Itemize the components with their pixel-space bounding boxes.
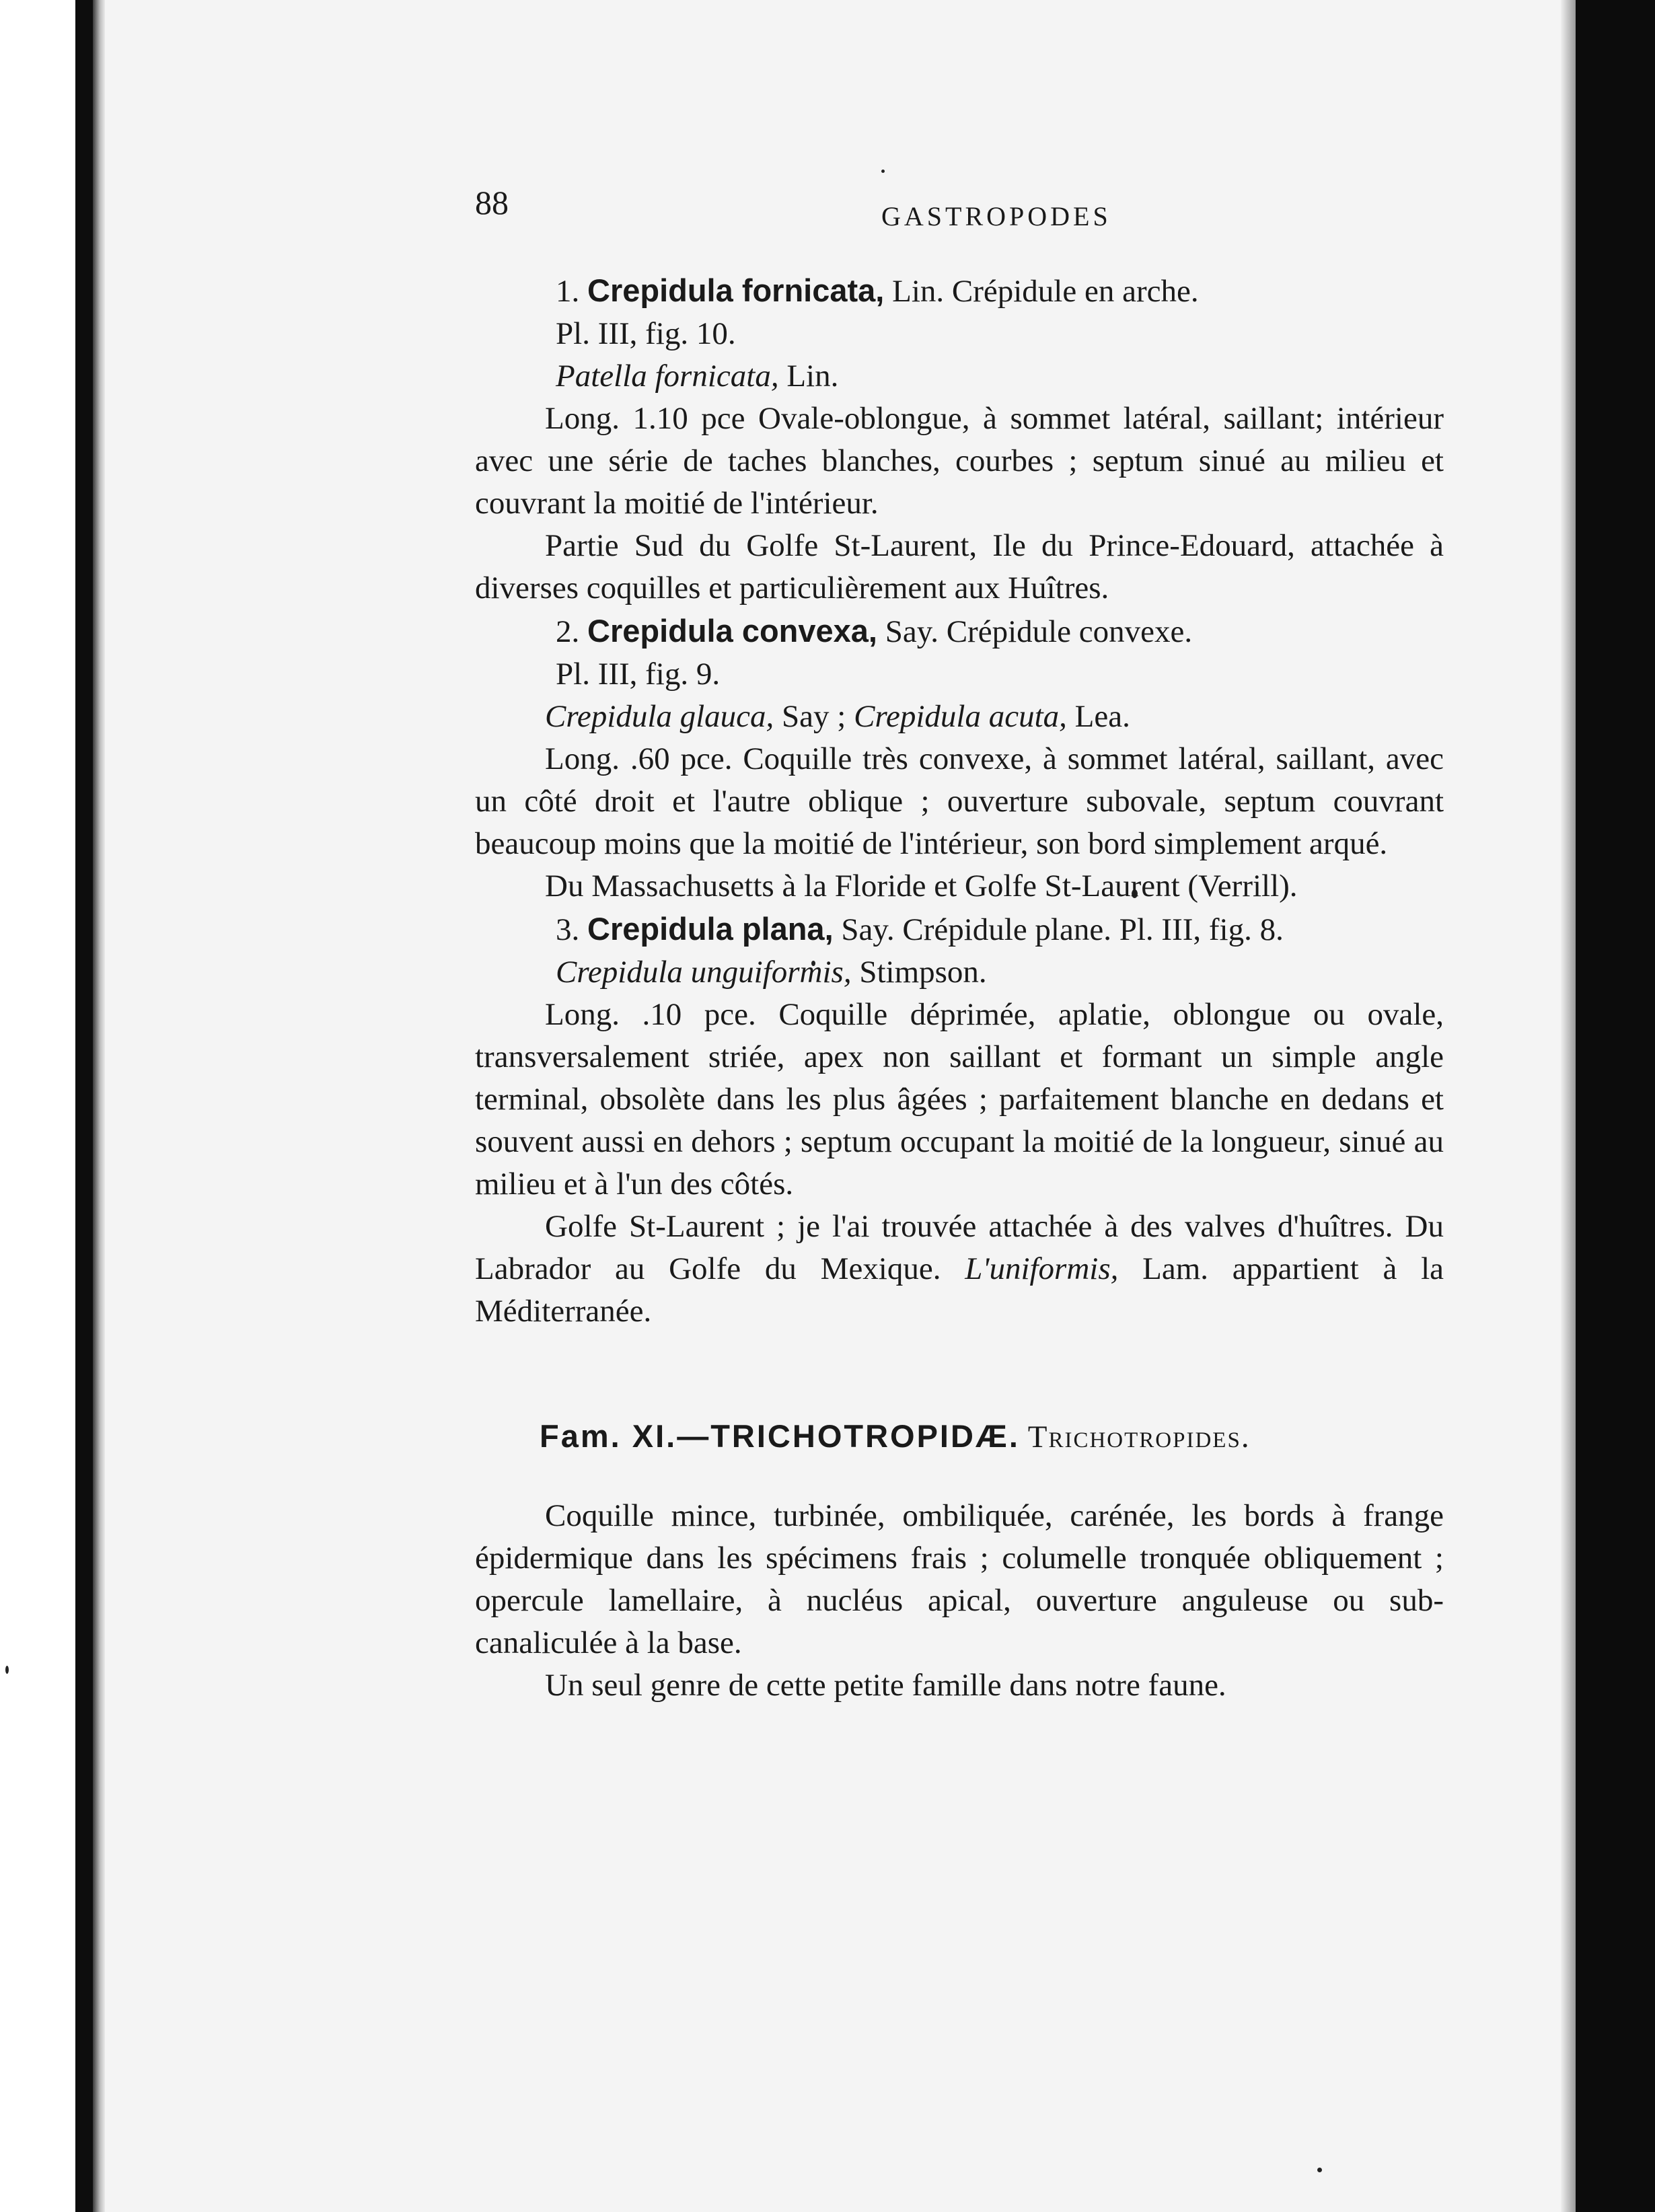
running-title: GASTROPODES [881, 201, 1111, 231]
habitat-text-end: Lam. appartient à la Méditerranée. [475, 1251, 1444, 1329]
synonym-author: Say ; [782, 699, 846, 734]
plate-reference: Pl. III, fig. 8. [1119, 912, 1284, 947]
species-author: Lin. [892, 274, 945, 309]
book-spine-shadow [75, 0, 93, 2212]
synonym-line [475, 696, 1444, 738]
page-body [475, 269, 1444, 1707]
family-heading [475, 1415, 1444, 1459]
scan-speck [1317, 2168, 1322, 2172]
synonym-name: Crepidula unguiformis, [556, 955, 852, 990]
species-heading [475, 908, 1444, 951]
species-heading [475, 610, 1444, 653]
family-french-name: Trichotropides. [1027, 1420, 1251, 1454]
synonym-name: Crepidula acuta, [854, 699, 1067, 734]
species-number: 1. [556, 274, 580, 309]
page-edge-right [1561, 0, 1576, 2212]
synonym-line [475, 355, 1444, 398]
species-number: 2. [556, 614, 580, 649]
page-number: 88 [475, 184, 509, 221]
habitat-text: Golfe St-Laurent ; je l'ai trouvée attachée à des valves d'huîtres. Du Labrador au Golfe du Mexique. [475, 1209, 1444, 1286]
species-habitat [475, 1206, 1444, 1333]
species-habitat: Partie Sud du Golfe St-Laurent, Ile du Prince-Edouard, attachée à diverses coquilles et particulièrement aux Huîtres. [475, 528, 1444, 605]
family-label: Fam. XI.—TRICHOTROPIDÆ. [540, 1418, 1020, 1454]
synonym-author: Lin. [786, 359, 839, 394]
species-number: 3. [556, 912, 580, 947]
species-name: Crepidula fornicata, [587, 272, 885, 308]
synonym-author: Stimpson. [859, 955, 987, 990]
synonym-name: Crepidula glauca, [545, 699, 774, 734]
species-common-name: Crépidule convexe. [946, 614, 1193, 649]
family-note: Un seul genre de cette petite famille dans notre faune. [545, 1668, 1226, 1703]
synonym-author: Lea. [1074, 699, 1130, 734]
scan-speck [881, 170, 885, 173]
species-description: Long. 1.10 pce Ovale-oblongue, à sommet latéral, saillant; intérieur avec une série de taches blanches, courbes ; septum sinué au milieu et couvrant la moitié de l'intérieur. [475, 401, 1444, 521]
species-author: Say. [885, 614, 939, 649]
species-description: Long. .10 pce. Coquille déprimée, aplatie, oblongue ou ovale, transversalement striée, apex non saillant et formant un simple angle terminal, obsolète dans les plus âgées ; parfaitement blanche en dedans et souvent aussi en dehors ; septum occupant la moitié de la longueur, sinué au milieu et à l'un des côtés. [475, 997, 1444, 1202]
species-description: Long. .60 pce. Coquille très convexe, à sommet latéral, saillant, avec un côté droit et l'autre oblique ; ouverture subovale, septum couvrant beaucoup moins que la moitié de l'intérieur, son bord simplement arqué. [475, 741, 1444, 861]
scan-margin-left [0, 0, 75, 2212]
species-heading [475, 269, 1444, 313]
plate-reference: Pl. III, fig. 10. [556, 316, 736, 351]
species-name: Crepidula convexa, [587, 613, 877, 649]
scan-margin-right [1576, 0, 1655, 2212]
synonym-line [475, 951, 1444, 994]
spine-gradient [93, 0, 105, 2212]
habitat-species-name: L'uniformis, [965, 1251, 1119, 1286]
plate-reference: Pl. III, fig. 9. [556, 657, 721, 692]
family-description: Coquille mince, turbinée, ombiliquée, carénée, les bords à frange épidermique dans les spécimens frais ; columelle tronquée obliquement ; opercule lamellaire, à nucléus apical, ouverture anguleuse ou sub-canaliculée à la base. [475, 1498, 1444, 1660]
species-habitat: Du Massachusetts à la Floride et Golfe St-Laurent (Verrill). [545, 869, 1298, 904]
species-common-name: Crépidule plane. [902, 912, 1111, 947]
species-common-name: Crépidule en arche. [951, 274, 1199, 309]
species-name: Crepidula plana, [587, 911, 834, 947]
scan-speck [5, 1666, 9, 1674]
synonym-name: Patella fornicata, [556, 359, 779, 394]
species-author: Say. [841, 912, 895, 947]
